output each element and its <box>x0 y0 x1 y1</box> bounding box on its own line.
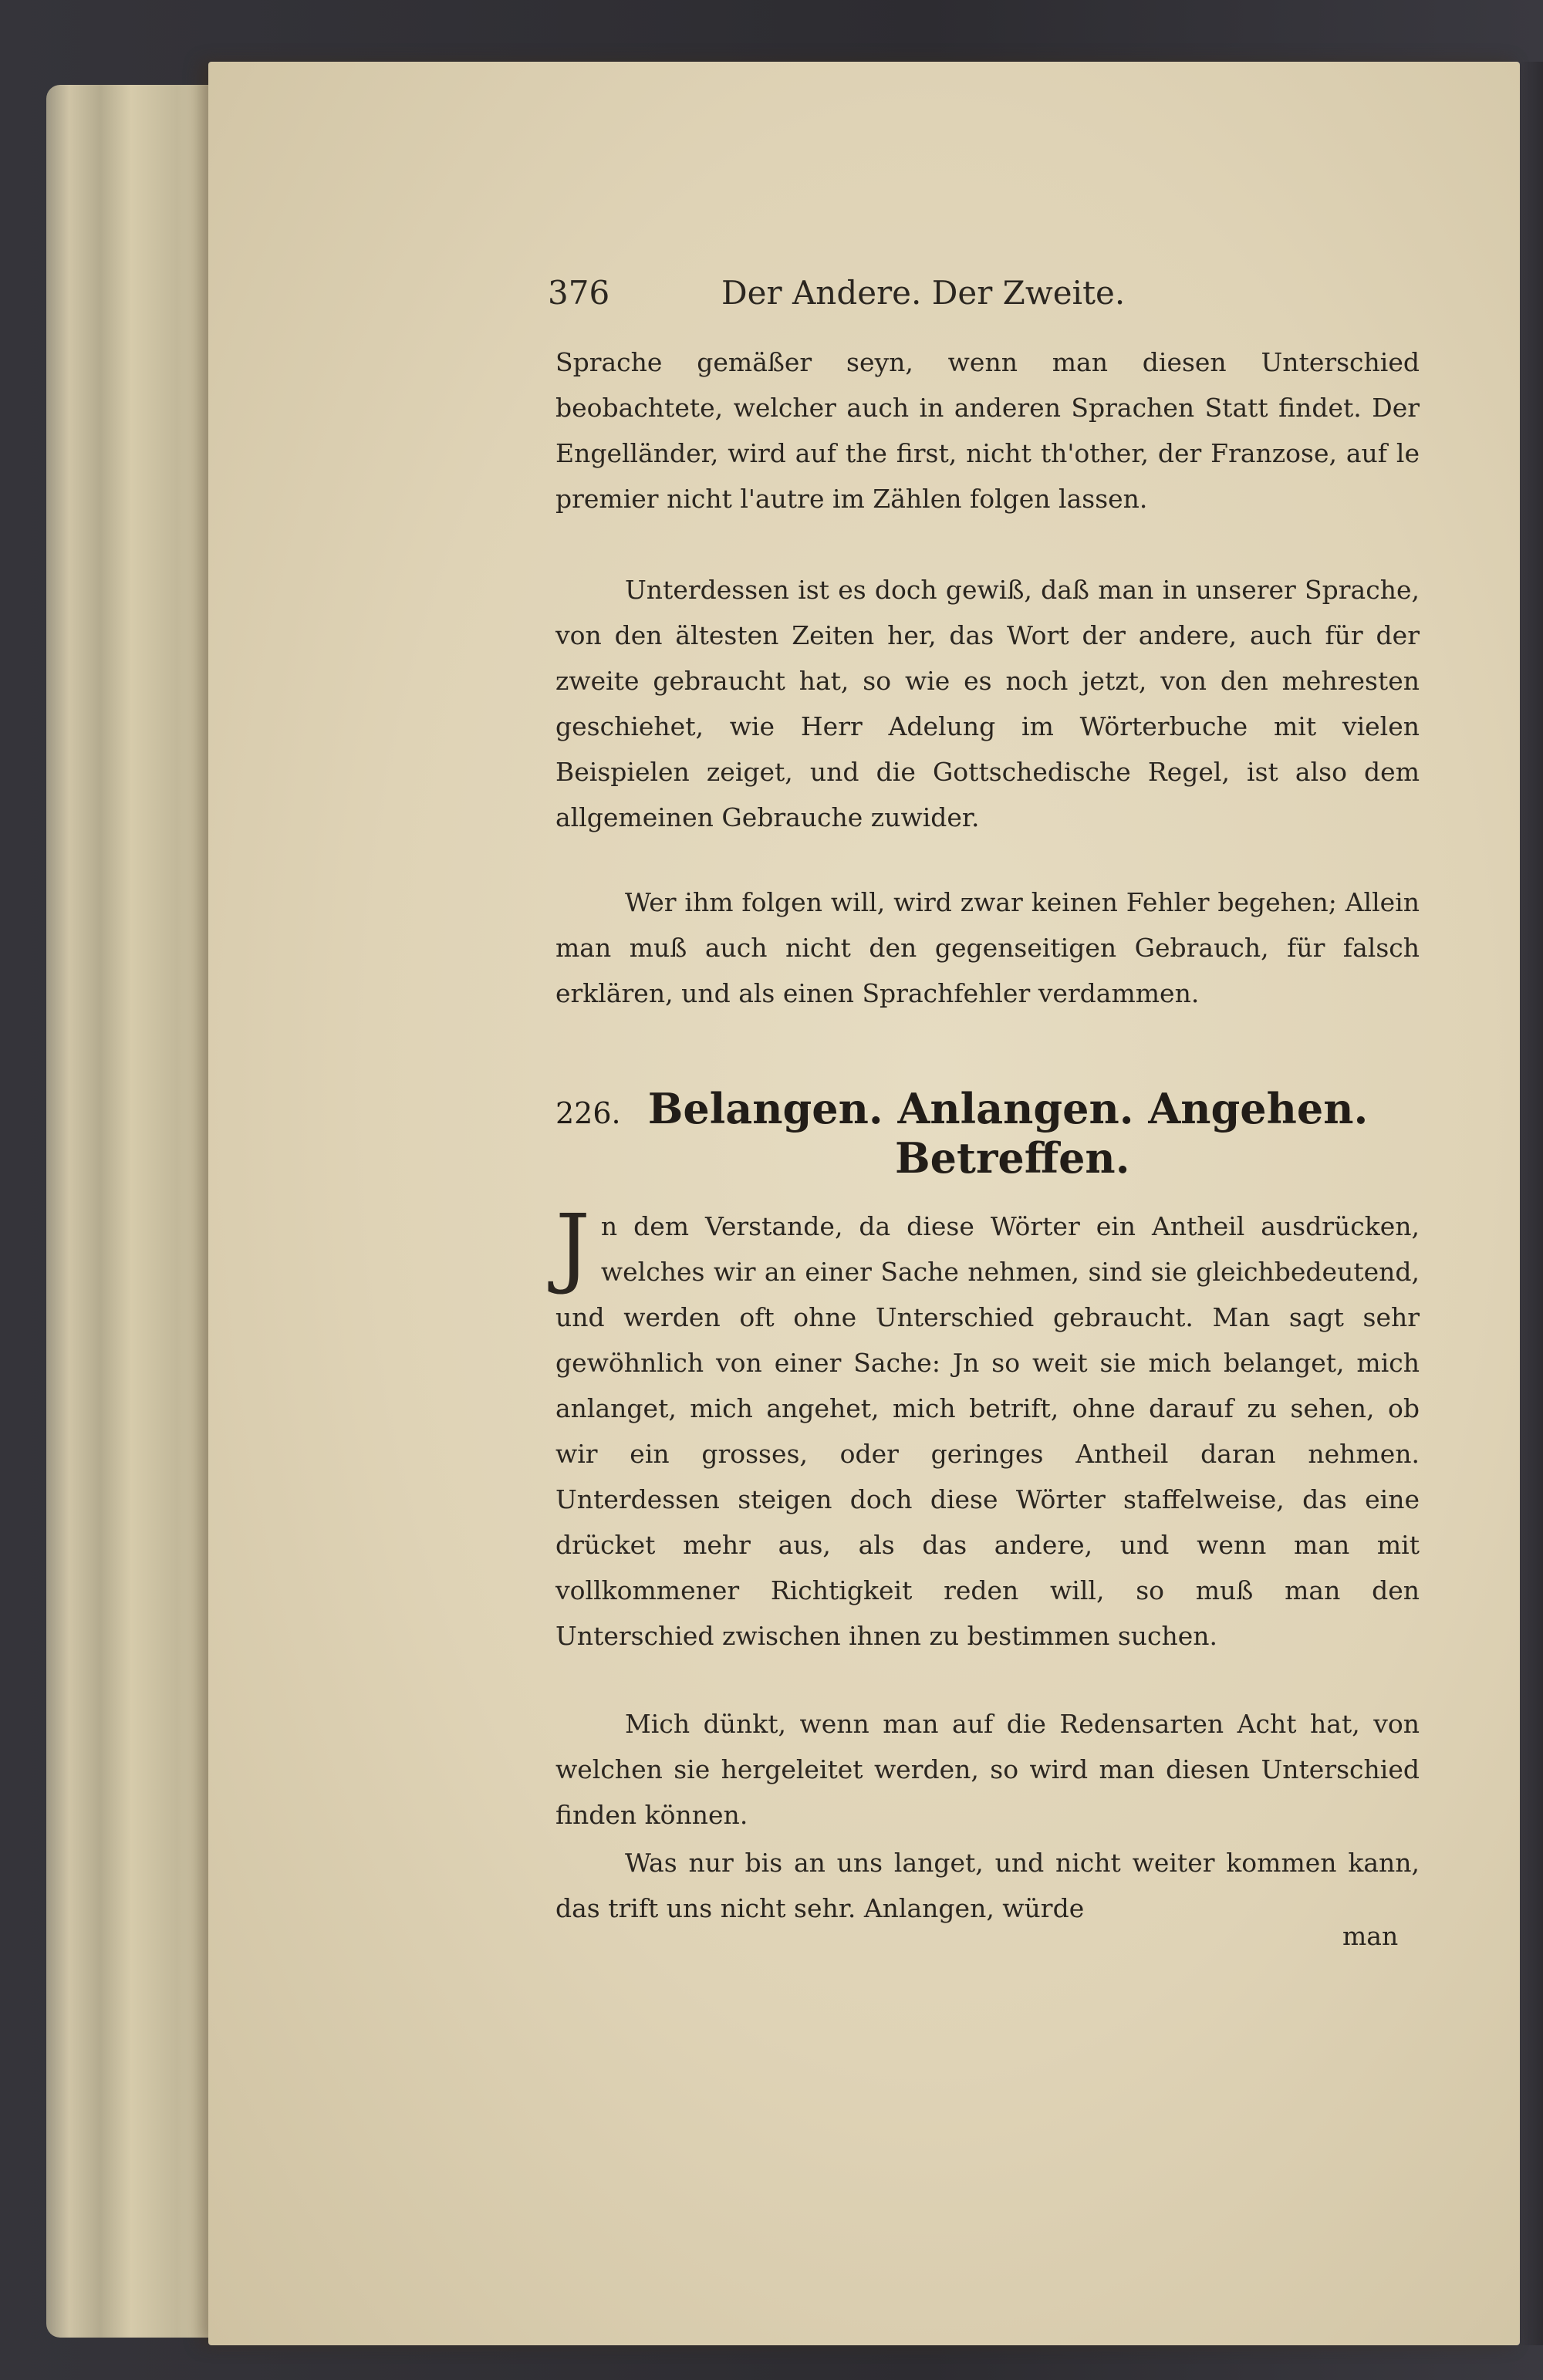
catchword: man <box>1342 1921 1399 1951</box>
drop-cap: J <box>555 1197 590 1297</box>
section-title: Belangen. Anlangen. Angehen. <box>647 1084 1369 1133</box>
page-gutter-shadow <box>1520 62 1543 2345</box>
section-paragraph-2: Mich dünkt, wenn man auf die Redensarten Acht hat, von welchen sie hergeleitet werden, so wird man diesen Unterschied finden können. <box>555 1709 1420 1830</box>
paragraph-1: Sprache gemäßer seyn, wenn man diesen Unterschied beobachtete, welcher auch in anderen Sprachen Statt findet. Der Engelländer, wird auf the first, nicht th'other, der Franzose, auf le premier nicht l'autre im Zählen folgen lassen. <box>555 347 1420 514</box>
running-title: Der Andere. Der Zweite. <box>721 274 1126 312</box>
section-heading <box>555 1084 1435 1183</box>
section-paragraph-1 <box>555 1197 1420 1659</box>
section-paragraph-3: Was nur bis an uns langet, und nicht weiter kommen kann, das trift uns nicht sehr. Anlangen, würde <box>555 1848 1420 1923</box>
section-title-line2: Betreffen. <box>895 1133 1130 1183</box>
section-paragraph-1-text: n dem Verstande, da diese Wörter ein Antheil ausdrücken, welches wir an einer Sache nehmen, sind sie gleichbedeutend, und werden oft ohne Unterschied gebraucht. Man sagt sehr gewöhnlich von einer Sache: Jn so weit sie mich belanget, mich anlanget, mich angehet, mich betrift, ohne darauf zu sehen, ob wir ein grosses, oder geringes Antheil daran nehmen. Unterdessen steigen doch diese Wörter staffelweise, das eine drücket mehr aus, als das andere, und wenn man mit vollkommener Richtigkeit reden will, so muß man den Unterschied zwischen ihnen zu bestimmen suchen. <box>555 1211 1420 1651</box>
section-number: 226. <box>555 1096 621 1130</box>
paragraph-2: Unterdessen ist es doch gewiß, daß man in unserer Sprache, von den ältesten Zeiten her, das Wort der andere, auch für der zweite gebraucht hat, so wie es noch jetzt, von den mehresten geschiehet, wie Herr Adelung im Wörterbuche mit vielen Beispielen zeiget, und die Gottschedische Regel, ist also dem allgemeinen Gebrauche zuwider. <box>555 575 1420 832</box>
page-number: 376 <box>548 274 610 312</box>
paragraph-3: Wer ihm folgen will, wird zwar keinen Fehler begehen; Allein man muß auch nicht den gegenseitigen Gebrauch, für falsch erklären, und als einen Sprachfehler verdammen. <box>555 887 1420 1008</box>
